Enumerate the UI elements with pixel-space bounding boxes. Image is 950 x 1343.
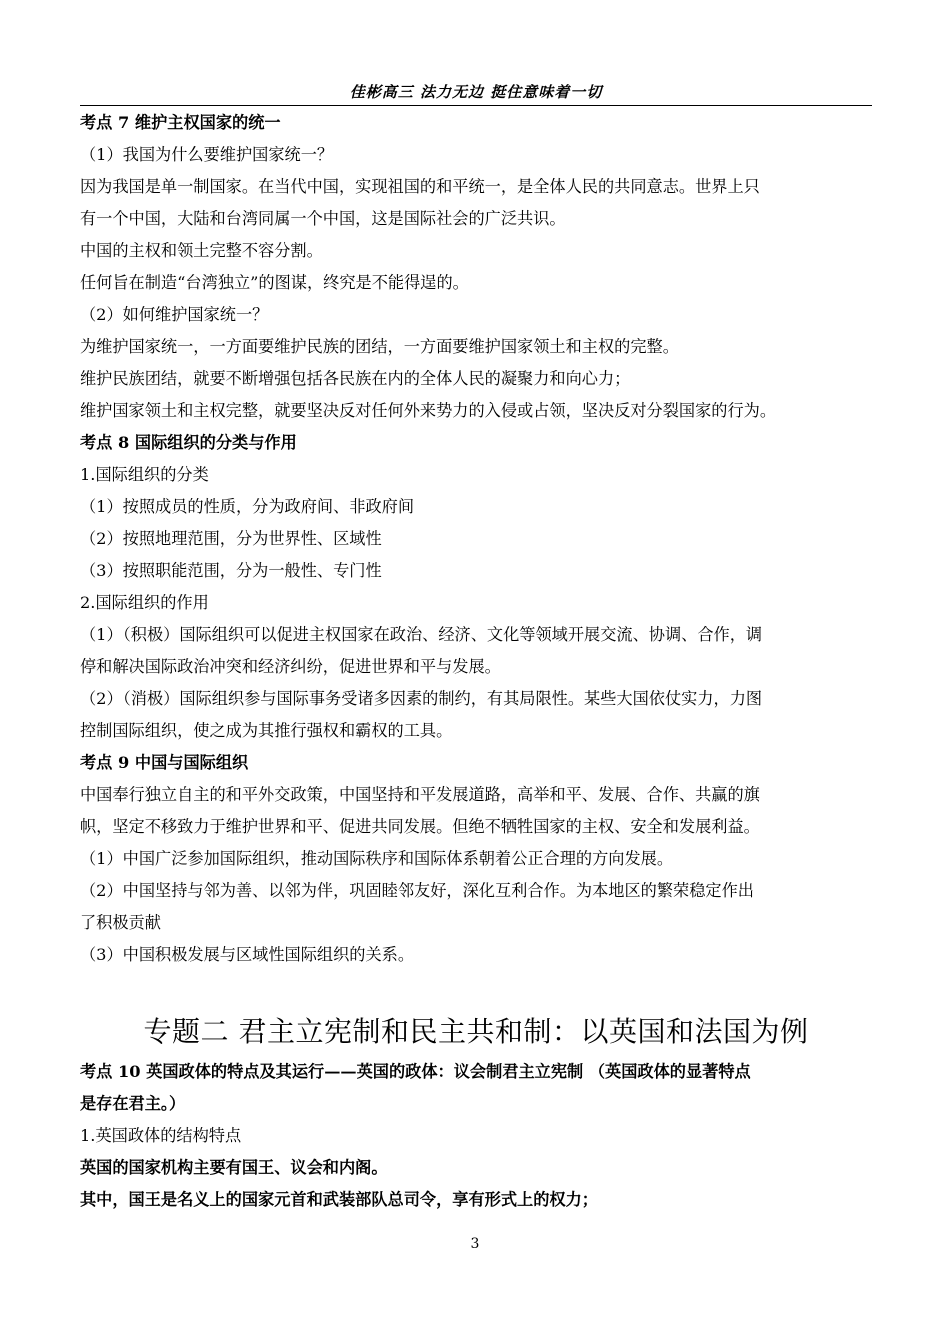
text-line: 中国奉行独立自主的和平外交政策，中国坚持和平发展道路，高举和平、发展、合作、共赢的旗 [80, 785, 760, 804]
text-line: 控制国际组织，使之成为其推行强权和霸权的工具。 [80, 721, 453, 740]
text-line: 维护民族团结，就要不断增强包括各民族在内的全体人民的凝聚力和向心力； [80, 369, 631, 388]
text-line: 考点 8 国际组织的分类与作用 [80, 433, 297, 452]
text-line: 帜，坚定不移致力于维护世界和平、促进共同发展。但绝不牺牲国家的主权、安全和发展利益。 [80, 817, 760, 836]
text-line: （1）我国为什么要维护国家统一？ [80, 145, 334, 164]
section-title: 专题二 君主立宪制和民主共和制：以英国和法国为例 [143, 1015, 809, 1048]
page-header-motto: 佳彬高三 法力无边 挺住意味着一切 [349, 83, 603, 101]
text-line: （3）按照职能范围，分为一般性、专门性 [80, 561, 382, 580]
text-line: （3）中国积极发展与区域性国际组织的关系。 [80, 945, 415, 964]
header-divider [80, 105, 872, 106]
text-line: 任何旨在制造“台湾独立”的图谋，终究是不能得逞的。 [80, 273, 469, 292]
main-content [80, 107, 872, 971]
text-line: 考点 9 中国与国际组织 [80, 753, 249, 772]
text-line: 停和解决国际政治冲突和经济纠纷，促进世界和平与发展。 [80, 657, 501, 676]
text-line: 了积极贡献 [80, 913, 161, 932]
text-line: 1.英国政体的结构特点 [80, 1126, 242, 1145]
text-line: 2.国际组织的作用 [80, 593, 209, 612]
text-line: （2）中国坚持与邻为善、以邻为伴，巩固睦邻友好，深化互利合作。为本地区的繁荣稳定作出 [80, 881, 754, 900]
page-number: 3 [470, 1236, 480, 1252]
text-line: 其中，国王是名义上的国家元首和武装部队总司令，享有形式上的权力； [80, 1190, 598, 1209]
text-line: 因为我国是单一制国家。在当代中国，实现祖国的和平统一，是全体人民的共同意志。世界上只 [80, 177, 760, 196]
text-line: 维护国家领土和主权完整，就要坚决反对任何外来势力的入侵或占领，坚决反对分裂国家的行为。 [80, 401, 777, 420]
text-line: （1）（积极）国际组织可以促进主权国家在政治、经济、文化等领域开展交流、协调、合作，调 [80, 625, 763, 644]
text-line: （2）按照地理范围，分为世界性、区域性 [80, 529, 382, 548]
text-line: （1）按照成员的性质，分为政府间、非政府间 [80, 497, 415, 516]
text-line: 1.国际组织的分类 [80, 465, 209, 484]
section2-content [80, 1056, 872, 1216]
text-line: 考点 7 维护主权国家的统一 [80, 113, 281, 132]
text-line: 英国的国家机构主要有国王、议会和内阁。 [80, 1158, 388, 1177]
text-line: 考点 10 英国政体的特点及其运行——英国的政体：议会制君主立宪制 （英国政体的显著特点 [80, 1062, 751, 1081]
text-line: （1）中国广泛参加国际组织，推动国际秩序和国际体系朝着公正合理的方向发展。 [80, 849, 674, 868]
text-line: （2）（消极）国际组织参与国际事务受诸多因素的制约，有其局限性。某些大国依仗实力，力图 [80, 689, 763, 708]
text-line: 有一个中国，大陆和台湾同属一个中国，这是国际社会的广泛共识。 [80, 209, 566, 228]
text-line: 中国的主权和领土完整不容分割。 [80, 241, 323, 260]
text-line: 是存在君主。） [80, 1094, 186, 1113]
text-line: 为维护国家统一，一方面要维护民族的团结，一方面要维护国家领土和主权的完整。 [80, 337, 679, 356]
text-line: （2）如何维护国家统一？ [80, 305, 269, 324]
